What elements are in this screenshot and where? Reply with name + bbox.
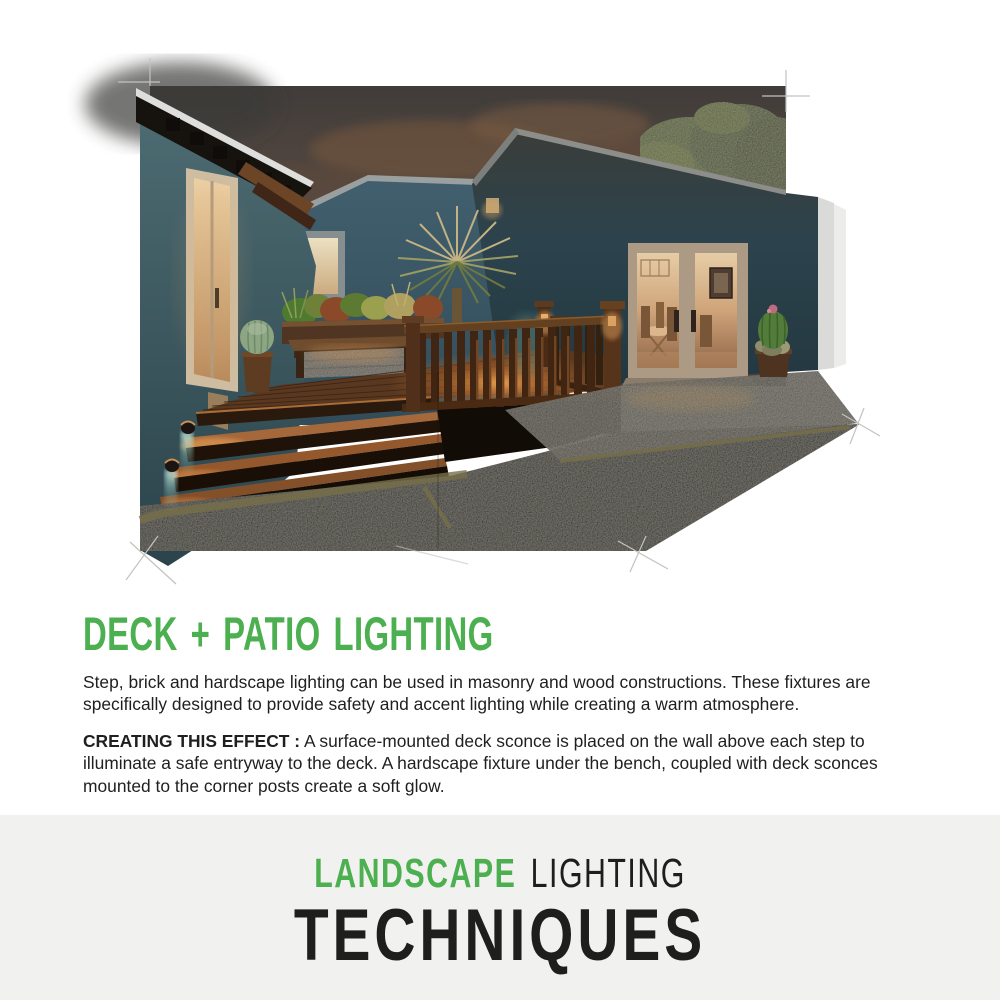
footer-series-title — [130, 850, 870, 897]
effect-paragraph — [83, 730, 935, 797]
effect-label: CREATING THIS EFFECT : — [83, 730, 301, 751]
effect-text: A surface-mounted deck sconce is placed on the wall above each step to illuminate a safe entryway to the deck. A hardscape fixture under the bench, coupled with deck sconces mounted to the corner posts create a soft glow. — [83, 730, 878, 796]
bench-underglow — [306, 345, 402, 363]
door-handle — [674, 310, 679, 332]
wall-cut-edge — [818, 197, 834, 370]
content-section — [0, 607, 1000, 797]
door-handle — [691, 310, 696, 332]
door-light-pool — [625, 385, 755, 411]
footer-title-accent: LANDSCAPE — [314, 850, 517, 896]
intro-paragraph: Step, brick and hardscape lighting can be used in masonry and wood constructions. These fixtures are specifically designed to provide safety and accent lighting while creating a warm atmosphere. — [83, 672, 871, 715]
footer-title-rest: LIGHTING — [530, 850, 686, 896]
page-title: DECK + PATIO LIGHTING — [83, 607, 494, 660]
railing-left-post — [406, 320, 420, 412]
french-doors — [622, 243, 756, 386]
footer-title-main: TECHNIQUES — [293, 895, 707, 976]
footer-banner — [0, 815, 1000, 1000]
